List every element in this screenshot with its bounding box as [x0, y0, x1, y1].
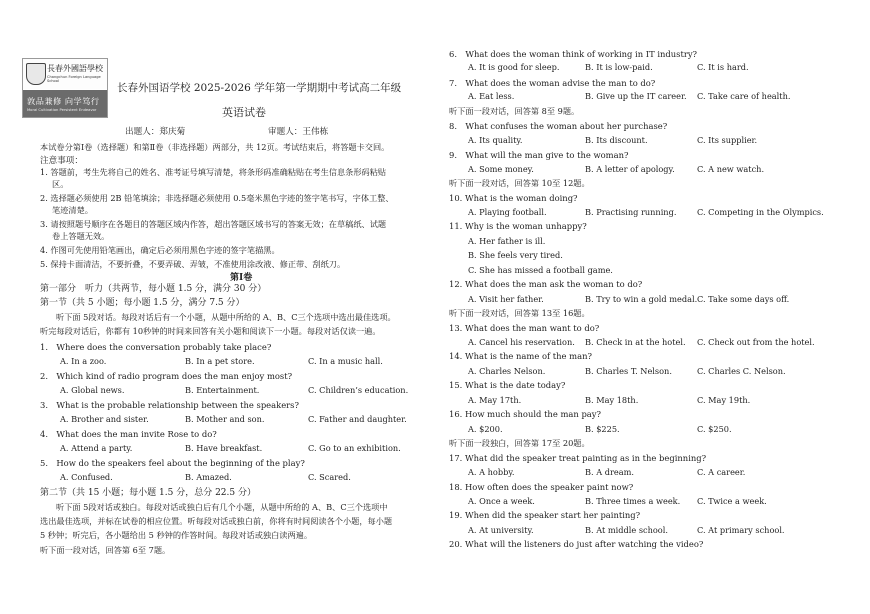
- option-c: C. Check out from the hotel.: [697, 337, 815, 347]
- question-stem: 20. What will the listeners do just after watching the video?: [449, 539, 704, 550]
- part1-heading: 第一部分 听力（共两节，每小题 1.5 分，满分 30 分）: [40, 284, 267, 294]
- option-a: A. May 17th.: [468, 394, 522, 405]
- option-a: A. Her father is ill.: [468, 235, 546, 246]
- logo-motto-en: Moral Cultivation Persistent Endeavor: [27, 108, 97, 112]
- option-a: A. Visit her father.: [468, 293, 544, 304]
- section-note: 听下面一段独白，回答第 17至 20题。: [449, 438, 590, 449]
- question-stem: 2. Which kind of radio program does the man enjoy most?: [40, 371, 293, 381]
- option-c: C. Take some days off.: [697, 293, 790, 304]
- option-c: C. A career.: [697, 467, 746, 478]
- exam-subtitle: 英语试卷: [222, 106, 266, 119]
- logo-school-name: 長春外國語學校: [47, 64, 103, 73]
- section1-instr-2: 听完每段对话后，你都有 10秒钟的时间来回答有关小题和阅读下一小题。每段对话仅读一遍。: [40, 326, 381, 336]
- question-stem: 13. What does the man want to do?: [449, 322, 600, 333]
- logo-header: [23, 59, 107, 89]
- option-c: C. $250.: [697, 423, 732, 434]
- option-b: B. Try to win a gold medal.: [585, 293, 698, 304]
- question-stem: 15. What is the date today?: [449, 380, 566, 391]
- option-a: A. Playing football.: [468, 206, 547, 217]
- option-a: A. Eat less.: [468, 91, 515, 102]
- option-a: A. In a zoo.: [60, 356, 107, 366]
- option-b: B. A letter of apology.: [585, 163, 675, 174]
- option-b: B. Give up the IT career.: [585, 91, 687, 102]
- question-stem: 9. What will the man give to the woman?: [449, 150, 629, 161]
- exam-title: 长春外国语学校 2025-2026 学年第一学期期中考试高二年级: [117, 82, 402, 94]
- option-c: C. Twice a week.: [697, 495, 767, 506]
- section-note: 听下面一段对话，回答第 10至 12题。: [449, 178, 590, 189]
- question-stem: 12. What does the man ask the woman to do?: [449, 279, 643, 290]
- option-a: A. Cancel his reservation.: [468, 337, 575, 347]
- option-c: C. Scared.: [308, 472, 351, 482]
- note-line: 2. 选择题必须使用 2B 铅笔填涂；非选择题必须使用 0.5毫米黑色字迹的签字笔书写，字体工整、: [40, 193, 394, 203]
- option-a: A. $200.: [468, 423, 503, 434]
- section-note: 听下面一段对话，回答第 8至 9题。: [449, 105, 580, 116]
- option-a: A. Brother and sister.: [60, 414, 149, 424]
- option-b: B. In a pet store.: [185, 356, 255, 366]
- reviewer: 审题人：王伟栋: [268, 127, 329, 137]
- option-a: A. Its quality.: [468, 134, 523, 145]
- option-b: B. Entertainment.: [185, 385, 260, 395]
- logo-school-name-en: Changchun Foreign Language School: [47, 75, 101, 83]
- option-b: B. At middle school.: [585, 524, 668, 535]
- option-a: A. Once a week.: [468, 495, 535, 506]
- option-a: A. Confused.: [60, 472, 113, 482]
- option-b: B. Its discount.: [585, 134, 648, 145]
- option-a: A. Global news.: [60, 385, 125, 395]
- left-tail-note: 听下面一段对话，回答第 6至 7题。: [40, 545, 171, 555]
- question-stem: 19. When did the speaker start her painting?: [449, 510, 641, 521]
- option-c: C. It is hard.: [697, 62, 749, 73]
- note-line: 卷上答题无效。: [52, 231, 110, 241]
- option-c: C. Go to an exhibition.: [308, 443, 401, 453]
- logo-motto-band: [23, 90, 107, 117]
- juan-label: 第Ⅰ卷: [230, 273, 253, 283]
- option-c: C. A new watch.: [697, 163, 765, 174]
- option-b: B. Practising running.: [585, 206, 677, 217]
- option-b: B. She feels very tired.: [468, 250, 563, 261]
- option-c: C. She has missed a football game.: [468, 264, 613, 275]
- setter: 出题人：郑庆菊: [125, 127, 186, 137]
- option-a: A. Charles Nelson.: [468, 365, 546, 376]
- section2-heading: 第二节（共 15 小题；每小题 1.5 分，总分 22.5 分）: [40, 488, 256, 498]
- option-b: B. Have breakfast.: [185, 443, 263, 453]
- option-c: C. May 19th.: [697, 394, 751, 405]
- option-a: A. It is good for sleep.: [468, 62, 560, 73]
- option-b: B. Mother and son.: [185, 414, 265, 424]
- question-stem: 3. What is the probable relationship between the speakers?: [40, 400, 299, 410]
- logo-motto: 敦品兼修 向学笃行: [27, 96, 100, 106]
- option-c: C. Competing in the Olympics.: [697, 206, 824, 217]
- question-stem: 5. How do the speakers feel about the beginning of the play?: [40, 458, 305, 468]
- option-a: A. A hobby.: [468, 467, 515, 478]
- question-stem: 8. What confuses the woman about her purchase?: [449, 121, 668, 132]
- school-emblem-icon: [26, 63, 46, 85]
- question-stem: 16. How much should the man pay?: [449, 409, 602, 420]
- option-a: A. At university.: [468, 524, 534, 535]
- question-stem: 10. What is the woman doing?: [449, 192, 578, 203]
- question-stem: 1. Where does the conversation probably take place?: [40, 342, 272, 352]
- section-note: 听下面一段对话，回答第 13至 16题。: [449, 308, 590, 319]
- note-line: 笔迹清楚。: [52, 205, 93, 215]
- section1-heading: 第一节（共 5 小题；每小题 1.5 分，满分 7.5 分）: [40, 298, 245, 308]
- section2-instr-1: 听下面 5段对话或独白。每段对话或独白后有几个小题，从题中所给的 A、B、C三个选项中: [56, 502, 388, 512]
- note-line: 3. 请按照题号顺序在各题目的答题区域内作答，超出答题区域书写的答案无效；在草稿纸、试题: [40, 219, 387, 229]
- question-stem: 14. What is the name of the man?: [449, 351, 592, 362]
- section2-instr-3: 5 秒钟；听完后，各小题给出 5 秒钟的作答时间。每段对话或独白读两遍。: [40, 530, 313, 540]
- intro-text: 本试卷分第Ⅰ卷（选择题）和第Ⅱ卷（非选择题）两部分，共 12页。考试结束后，将答题卡交回。: [40, 142, 390, 152]
- option-c: C. Father and daughter.: [308, 414, 407, 424]
- question-stem: 7. What does the woman advise the man to do?: [449, 77, 656, 88]
- option-b: B. $225.: [585, 423, 620, 434]
- question-stem: 11. Why is the woman unhappy?: [449, 221, 587, 232]
- school-logo: [22, 58, 108, 118]
- notes-title: 注意事项：: [40, 156, 83, 166]
- note-line: 1. 答题前，考生先将自己的姓名、准考证号填写清楚，将条形码准确粘贴在考生信息条形码粘贴: [40, 167, 387, 177]
- section1-instr-1: 听下面 5段对话。每段对话后有一个小题，从题中所给的 A、B、C三个选项中选出最佳选项。: [56, 312, 396, 322]
- option-b: B. A dream.: [585, 467, 634, 478]
- question-stem: 4. What does the man invite Rose to do?: [40, 429, 217, 439]
- option-b: B. It is low-paid.: [585, 62, 653, 73]
- note-line: 4. 作图可先使用铅笔画出，确定后必须用黑色字迹的签字笔描黑。: [40, 245, 280, 255]
- option-b: B. Check in at the hotel.: [585, 337, 686, 347]
- question-stem: 18. How often does the speaker paint now?: [449, 481, 634, 492]
- option-b: B. Amazed.: [185, 472, 232, 482]
- option-c: C. At primary school.: [697, 524, 785, 535]
- option-c: C. Its supplier.: [697, 134, 758, 145]
- note-line: 5. 保持卡面清洁，不要折叠，不要弄破、弄皱，不准使用涂改液、修正带、刮纸刀。: [40, 259, 346, 269]
- note-line: 区。: [52, 179, 69, 189]
- option-b: B. Three times a week.: [585, 495, 681, 506]
- option-a: A. Some money.: [468, 163, 534, 174]
- option-c: C. Children’s education.: [308, 385, 409, 395]
- option-c: C. Take care of health.: [697, 91, 791, 102]
- option-b: B. May 18th.: [585, 394, 639, 405]
- option-a: A. Attend a party.: [60, 443, 133, 453]
- question-stem: 17. What did the speaker treat painting as in the beginning?: [449, 452, 707, 463]
- option-c: C. Charles C. Nelson.: [697, 365, 786, 376]
- question-stem: 6. What does the woman think of working in IT industry?: [449, 49, 698, 59]
- option-b: B. Charles T. Nelson.: [585, 365, 672, 376]
- section2-instr-2: 选出最佳选项，并标在试卷的相应位置。听每段对话或独白前，你将有时间阅读各个小题，每小题: [40, 516, 393, 526]
- option-c: C. In a music hall.: [308, 356, 383, 366]
